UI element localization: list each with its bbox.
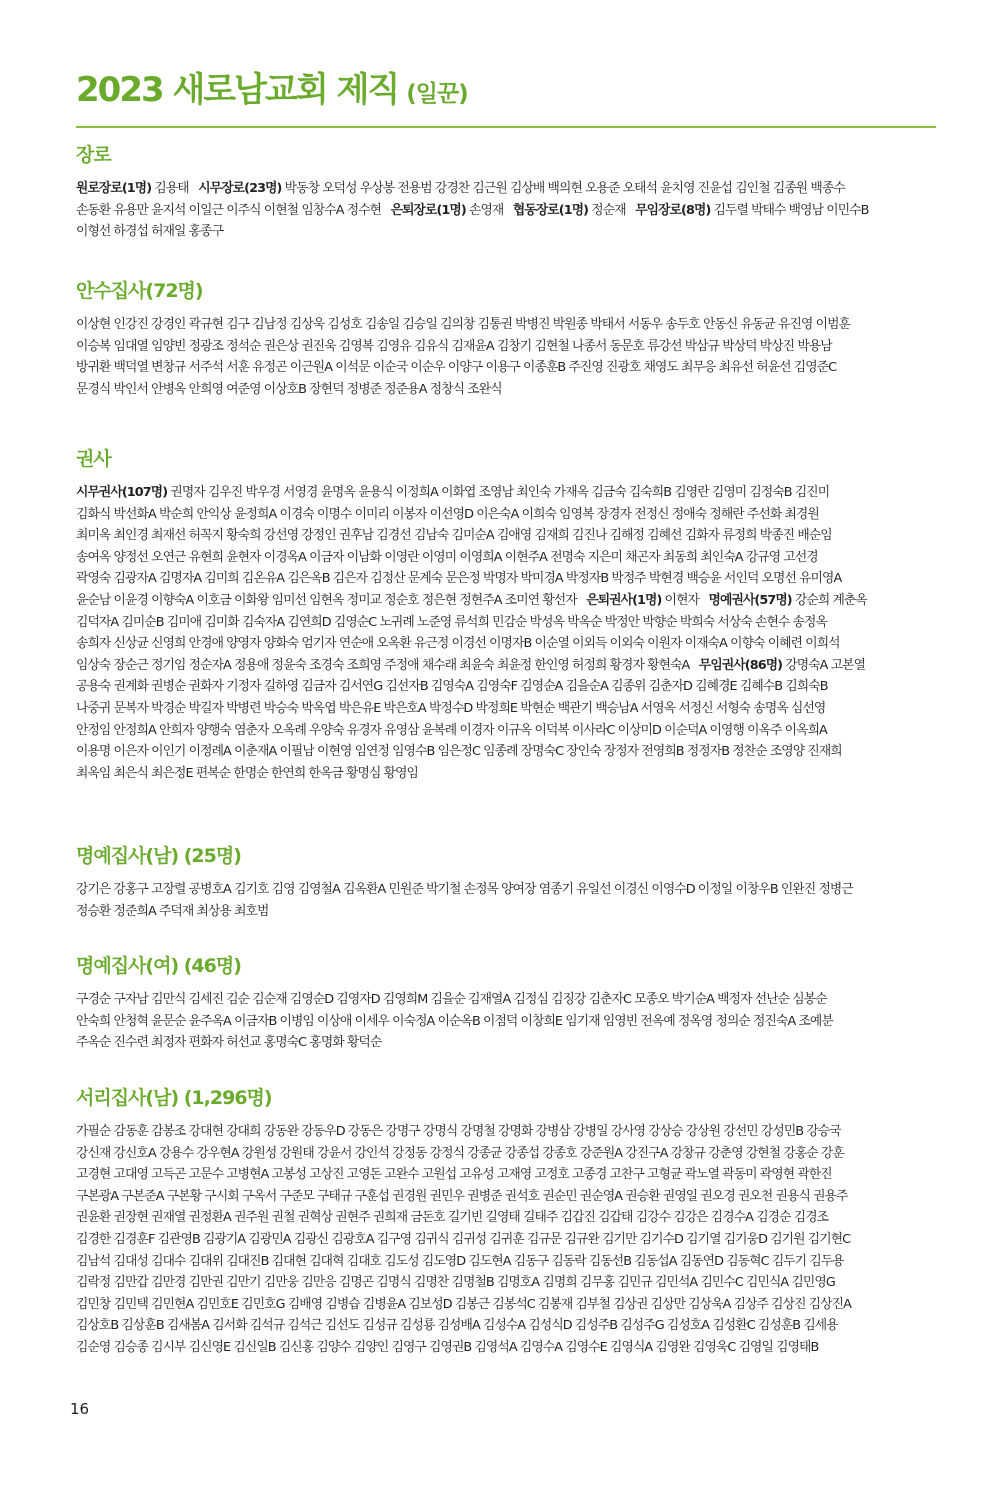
roster-line <box>76 1315 938 1337</box>
roster-line <box>76 720 938 742</box>
name-list: 김용태 <box>151 181 199 196</box>
name-list: 구본광A 구본준A 구본황 구시회 구옥서 구준모 구태규 구훈섭 권경원 권민우 권병준 권석호 권순민 권순영A 권승환 권영일 권오경 권오천 권용식 권용주 <box>76 1188 848 1204</box>
name-list: 이용명 이은자 이인기 이정례A 이춘재A 이필남 이현영 임연정 임영수B 임은정C 임종례 장명숙C 장인숙 장정자 전영희B 정정자B 정찬순 조영양 진재희 <box>76 744 842 760</box>
roster-line <box>76 655 938 677</box>
name-list: 손영재 <box>465 202 513 218</box>
name-list: 방귀환 백덕열 변창규 서주석 서훈 유정곤 이근원A 이석문 이순국 이순우 이양구 이용구 이종훈B 주진영 진광호 채영도 최무응 최유선 허윤선 김영준C <box>76 360 837 376</box>
section-heading: 명예집사(여) (46명) <box>76 955 241 977</box>
roster-line <box>76 547 938 569</box>
role-label: 무임권사(86명) <box>698 657 783 673</box>
roster-line <box>76 1186 938 1208</box>
name-list: 이현자 <box>661 592 709 608</box>
roster-line <box>76 1164 938 1186</box>
section-3 <box>76 446 938 784</box>
section-2 <box>76 278 938 400</box>
section-heading: 안수집사(72명) <box>76 280 203 302</box>
roster-line <box>76 741 938 763</box>
section-heading: 장로 <box>76 144 111 166</box>
role-label: 은퇴권사(1명) <box>586 592 662 608</box>
name-list: 송희자 신상균 신영희 안경애 양영자 양화숙 엄기자 연순애 오옥환 유근정 이경선 이명자B 이순열 이외득 이외숙 이원자 이재숙A 이향숙 이혜련 이희석 <box>76 636 840 652</box>
name-list: 이승복 임대열 임양빈 정광조 정석순 권은상 권진욱 김영복 김영유 김유식 김재윤A 김창기 김현철 나종서 동문호 류강선 박삼규 박상덕 박상진 박용남 <box>76 338 832 354</box>
name-list: 김화식 박선화A 박순희 안익상 윤정희A 이경숙 이명수 이미리 이봉자 이선영D 이은숙A 이희숙 임영복 장경자 전정신 정애숙 정해란 주선화 최경원 <box>76 506 819 522</box>
roster-line <box>76 221 938 243</box>
name-list: 손동환 유용만 윤지석 이일근 이주식 이현철 임창수A 정수현 <box>76 202 391 218</box>
name-list: 안숙희 안청혁 윤문순 윤주옥A 이금자B 이병임 이상애 이세우 이숙정A 이순옥B 이점덕 이창희E 임기재 임영빈 전옥예 정옥영 정의순 정진숙A 조예분 <box>76 1013 833 1029</box>
roster-line <box>76 1294 938 1316</box>
name-list: 주옥순 진수련 최정자 편화자 허선교 홍명숙C 홍명화 황덕순 <box>76 1035 382 1051</box>
role-label: 협동장로(1명) <box>512 202 589 218</box>
name-list: 김경한 김경훈F 김관영B 김광기A 김광민A 김광신 김광호A 김구영 김귀식 김귀성 김귀훈 김규문 김규완 김기만 김기수D 김기열 김기웅D 김기원 김기현C <box>76 1231 851 1247</box>
name-list: 가필순 감동훈 감봉조 강대현 강대희 강동완 강동우D 강동은 강명구 강명식 강명철 강명화 강병삼 강병일 강사영 강상승 강상원 강선민 강성민B 강승국 <box>76 1124 841 1139</box>
section-5 <box>76 953 938 1054</box>
name-list: 최옥임 최은식 최은정E 편복순 한명순 한연희 한옥금 황명심 황영임 <box>76 765 418 781</box>
roster-line <box>76 989 938 1011</box>
roster-line <box>76 178 938 200</box>
roster-line <box>76 879 938 901</box>
role-label: 시무권사(107명) <box>76 485 168 500</box>
roster-line <box>76 1251 938 1273</box>
name-list: 김두렬 박태수 백영남 이민수B <box>710 202 869 218</box>
name-list: 강순희 계춘옥 <box>791 592 867 608</box>
name-list: 정승환 정준희A 주덕재 최상용 최호범 <box>76 903 269 919</box>
roster-line <box>76 357 938 379</box>
name-list: 김남석 김대성 김대수 김대위 김대진B 김대현 김대혁 김대호 김도성 김도영D 김도현A 김동구 김동락 김동선B 김동섭A 김동연D 김동혁C 김두기 김두용 <box>76 1253 844 1269</box>
roster-line <box>76 1121 938 1143</box>
page-title-row <box>76 62 468 111</box>
name-list: 김순영 김승종 김시부 김신영E 김신일B 김신홍 김양수 김양인 김영구 김영권B 김영석A 김영수A 김영수E 김영식A 김영완 김영욱C 김영일 김영태B <box>76 1339 819 1355</box>
name-list: 권윤환 권장현 권재열 권정환A 권주원 권철 권혁상 권현주 권희재 금돈호 길기빈 길영태 길태주 김갑진 김갑태 김강수 김강은 김경수A 김경순 김경조 <box>76 1210 829 1226</box>
name-list: 안정임 안정희A 안희자 양행숙 염춘자 오옥례 우양숙 유경자 유영삼 윤복례 이경자 이규옥 이덕복 이사라C 이상미D 이순덕A 이영행 이옥주 이옥희A <box>76 722 827 738</box>
roster-line <box>76 200 938 222</box>
roster-line <box>76 568 938 590</box>
section-heading: 서리집사(남) (1,296명) <box>76 1087 272 1109</box>
name-list: 곽영숙 김광자A 김명자A 김미희 김온유A 김은옥B 김은자 김정산 문계숙 문은정 박명자 박미경A 박정자B 박정주 박현경 백승윤 서인덕 오명선 유미영A <box>76 571 842 587</box>
section-6 <box>76 1085 938 1359</box>
name-list: 박동창 오덕성 우상봉 전용범 강경찬 김근원 김상배 백의현 오용준 오태석 윤치영 진윤섭 김인철 김종원 백종수 <box>281 181 845 196</box>
roster-line <box>76 525 938 547</box>
roster-line <box>76 633 938 655</box>
roster-line <box>76 314 938 336</box>
name-list: 김락정 김만갑 김만경 김만권 김만기 김만웅 김만응 김명곤 김명식 김명찬 김명철B 김명호A 김명희 김무홍 김민규 김민석A 김민수C 김민식A 김민영G <box>76 1275 835 1291</box>
name-list: 정순재 <box>588 202 636 218</box>
name-list: 구경순 구자남 김만식 김세진 김순 김순재 김영순D 김영자D 김영희M 김을순 김재열A 김정심 김징강 김춘자C 모종오 박기순A 백정자 선난순 심봉순 <box>76 992 827 1007</box>
role-label: 원로장로(1명) <box>76 181 152 196</box>
roster-line <box>76 504 938 526</box>
name-list: 김민창 김민택 김민현A 김민호E 김민호G 김배영 김병습 김병윤A 김보성D 김봉근 김봉석C 김봉재 김부철 김상권 김상만 김상욱A 김상주 김상진 김상진A <box>76 1296 851 1312</box>
roster-line <box>76 1229 938 1251</box>
name-list: 윤순남 이윤경 이향숙A 이호금 이화왕 임미선 임현옥 정미교 정순호 정은현 정현주A 조미연 황선자 <box>76 592 587 608</box>
name-list: 김덕자A 김미순B 김미애 김미화 김숙자A 김연희D 김영순C 노귀례 노준영 류석희 민감순 박성옥 박옥순 박정안 박향순 박희숙 서상숙 손현수 송정옥 <box>76 614 827 630</box>
name-list: 이상현 인강진 강경인 곽규현 김구 김남정 김상욱 김성호 김송일 김승일 김의창 김통권 박병진 박원종 박태서 서동우 송두호 안동신 유동균 유진영 이범훈 <box>76 317 850 332</box>
name-list: 임상숙 장순근 정기임 정순자A 정용애 정윤숙 조경숙 조희영 주정애 채수래 최윤숙 최윤정 한인영 허정희 황경자 황현숙A <box>76 657 699 673</box>
roster-line <box>76 1272 938 1294</box>
name-list: 김상호B 김상훈B 김새봄A 김서화 김석규 김석근 김선도 김성규 김성룡 김성배A 김성수A 김성식D 김성주B 김성주G 김성호A 김성환C 김성훈B 김세용 <box>76 1318 838 1334</box>
roster-line <box>76 1011 938 1033</box>
roster-line <box>76 336 938 358</box>
roster-line <box>76 612 938 634</box>
role-label: 명예권사(57명) <box>708 592 792 608</box>
section-4 <box>76 843 938 922</box>
section-heading: 권사 <box>76 448 111 470</box>
name-list: 송여옥 양정선 오연근 유현희 윤현자 이경옥A 이금자 이남화 이영란 이영미 이영희A 이현주A 전명숙 지은미 채곤자 최동희 최인숙A 강규영 고선경 <box>76 549 818 565</box>
name-list: 강기은 강홍구 고장렬 공병호A 김기호 김영 김영철A 김옥환A 민원준 박기철 손정목 양여장 염종기 유일선 이경신 이영수D 이정일 이창우B 인완진 정병근 <box>76 882 853 897</box>
roster-line <box>76 1143 938 1165</box>
title-divider <box>76 126 936 128</box>
role-label: 무임장로(8명) <box>635 202 711 218</box>
name-list: 강신재 강신호A 강용수 강우현A 강원성 강원태 강윤서 강인석 강정동 강정식 강종균 강종섭 강종호 강준원A 강진구A 강창규 강춘영 강현철 강홍순 강훈 <box>76 1145 844 1161</box>
roster-line <box>76 1032 938 1054</box>
name-list: 고경현 고대영 고득곤 고문수 고병현A 고봉성 고상진 고영돈 고완수 고원섭 고유성 고재영 고정호 고종경 고찬구 고형균 곽노열 곽동미 곽영현 곽한진 <box>76 1167 832 1183</box>
page-subtitle: (일꾼) <box>406 81 468 107</box>
name-list: 나중귀 문복자 박경순 박길자 박병련 박승숙 박옥엽 박은유E 박은호A 박정수D 박정희E 박현순 백관기 백승남A 서영옥 서정신 서형숙 송명옥 심선영 <box>76 700 826 716</box>
roster-line <box>76 1337 938 1359</box>
roster-line <box>76 676 938 698</box>
section-1 <box>76 142 938 243</box>
name-list: 공용숙 권계화 권병순 권화자 기정자 길하영 김금자 김서연G 김선자B 김영숙A 김영숙F 김영순A 김을순A 김종위 김춘자D 김혜경E 김혜수B 김희숙B <box>76 679 828 695</box>
roster-line <box>76 482 938 504</box>
roster-line <box>76 1207 938 1229</box>
roster-line <box>76 698 938 720</box>
name-list: 최미옥 최인경 최재선 허꼭지 황숙희 강선영 강정인 권후남 김경선 김남숙 김미순A 김애영 김재희 김진나 김해정 김혜선 김화자 류정희 박종진 배순임 <box>76 528 832 544</box>
roster-line <box>76 763 938 785</box>
page-title: 2023 새로남교회 제직 <box>76 70 399 110</box>
name-list: 문경식 박인서 안병옥 안희영 여준영 이상호B 장현덕 정병준 정준용A 정창식 조완식 <box>76 381 502 397</box>
role-label: 은퇴장로(1명) <box>390 202 466 218</box>
roster-line <box>76 590 938 612</box>
name-list: 이형선 하경섭 허재일 홍종구 <box>76 224 224 240</box>
roster-line <box>76 901 938 923</box>
name-list: 강명숙A 고본열 <box>782 657 866 673</box>
name-list: 권명자 김우진 박우경 서영경 윤명옥 윤용식 이정희A 이화엽 조영남 최인숙 가재옥 김금숙 김숙희B 김영란 김영미 김정숙B 김진미 <box>167 485 830 500</box>
section-heading: 명예집사(남) (25명) <box>76 845 241 867</box>
role-label: 시무장로(23명) <box>198 181 282 196</box>
roster-line <box>76 379 938 401</box>
page-number: 16 <box>70 1400 90 1418</box>
